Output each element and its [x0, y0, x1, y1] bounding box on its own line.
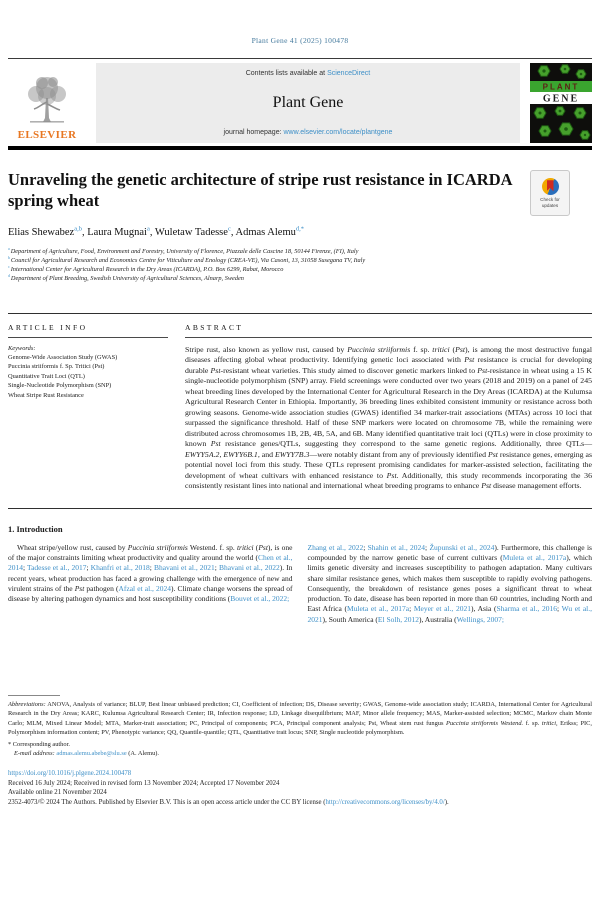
intro-column-right [308, 543, 593, 625]
text-segment: Stripe rust, also known as yellow rust, caused by [185, 344, 348, 354]
text-segment: EWYY6B.1 [223, 449, 258, 459]
text-segment: , Erikss; PIC, Polymorphism information content; PV, Phenotypic variance; QQ, Quantile-quantile; QTL, Quantitative trait locus; SNP, Single nucleotide polymorphism. [8, 719, 592, 736]
introduction-body [8, 543, 592, 625]
journal-header [8, 63, 592, 143]
text-segment: Council for Agricultural Research and Economics Centre for Viticulture and Enology (CREA-VE), Via Casoni, 13, 31058 Susegana TV, Italy [10, 257, 366, 265]
text-segment: ), which limits genetic diversity and increases susceptibility to pathogen adaptation. Many cultivars share similar resistance genes, which makes them susceptible to rapidly evolving pathogens. Consequently, the breakdown of resistance genes poses a significant threat to wheat production. To date, disease has been reported in more than 60 countries, including North and East Africa ( [307, 553, 592, 614]
text-segment: c [227, 225, 231, 233]
abbreviations-text [8, 700, 592, 737]
contents-line [100, 70, 516, 77]
text-segment: 2352-4073/© 2024 The Authors. Published by Elsevier B.V. This is an open access article under the CC BY license ( [8, 798, 326, 806]
text-segment: EWYY5A.2 [185, 449, 220, 459]
inline-link[interactable]: Bouvet et al., 2022; [230, 594, 290, 604]
text-segment: Pst [210, 365, 221, 375]
homepage-line [100, 129, 516, 136]
text-segment: Department of Plant Breeding, Swedish University of Agricultural Sciences, Alnarp, Sweden [10, 275, 244, 283]
text-segment: ), Australia ( [418, 614, 457, 624]
affiliations [8, 247, 592, 284]
inline-link[interactable]: Zhang et al., 2022 [307, 542, 364, 552]
inline-link[interactable]: El Solh, 2012 [377, 614, 419, 624]
inline-link[interactable]: Chen et al., 2014 [8, 553, 293, 573]
text-segment: Puccinia striiformis [347, 344, 411, 354]
inline-link[interactable]: http://creativecommons.org/licenses/by/4.0/ [325, 798, 445, 806]
text-segment: -resistance in wheat using a 15 K single-nucleotide polymorphism (SNP) array. Field screenings were conducted over two years (2018 and 2019) on a panel of 245 wheat breeding lines developed by the International Center for Agricultural Research in the Dry Areas (ICARDA) at the Kulumsa Agricultural Research Center in Ethiopia. Importantly, 36 breeding lines exhibited consistent immunity or resistance across both growing seasons. Genome-wide association studies (GWAS) identified 34 marker-trait associations (MTAs) across 10 loci that surpassed the significance threshold. Half of these SNP markers were located on chromosome 7B, while the remaining were distributed across chromosomes 1B, 2B, 4B, 5A, and 6B. Many identified quantitative trait loci (QTLs) were in close proximity to known [185, 365, 592, 449]
text-segment: ). In recent years, wheat production has faced a growing challenge with the emergence of new and virulent strains of the [8, 563, 293, 593]
keyword-item: Quantitative Trait Loci (QTL) [8, 372, 85, 380]
check-updates-icon [542, 178, 559, 195]
keywords-label: Keywords: [8, 344, 36, 352]
text-segment: pathogen ( [84, 583, 119, 593]
text-segment: EWYY7B.3 [274, 449, 310, 459]
text-segment: Pst [210, 439, 221, 449]
text-segment: ; [23, 563, 28, 573]
affiliation-item [8, 274, 592, 283]
check-updates-label: Check for updates [540, 196, 560, 208]
journal-title: Plant Gene [272, 94, 344, 111]
received-dates-line: Received 16 July 2024; Received in revised form 13 November 2024; Accepted 17 November 2024 [8, 779, 280, 787]
elsevier-logo[interactable] [8, 63, 86, 143]
text-segment: disease management efforts. [491, 481, 582, 491]
svg-text:GENE: GENE [542, 93, 580, 105]
text-segment: tritici [541, 719, 557, 727]
text-segment: ; [86, 563, 91, 573]
abstract-column [185, 323, 592, 492]
affiliation-item [8, 256, 592, 265]
text-segment: Westend. f. sp. [187, 542, 237, 552]
inline-link[interactable]: Bhavani et al., 2021 [153, 563, 215, 573]
text-segment: , Wuletaw Tadesse [149, 227, 228, 239]
article-info-heading: ARTICLE INFO [8, 323, 168, 338]
text-segment: International Center for Agricultural Research in the Dry Areas (ICARDA), P.O. Box 6299, Rabat, Morocco [10, 266, 284, 274]
keyword-item: Puccinia striiformis f. Sp. Tritici (Pst) [8, 363, 105, 371]
check-updates-badge[interactable] [530, 170, 570, 216]
text-segment: Pst [455, 344, 466, 354]
text-segment: Pst [481, 481, 492, 491]
header-divider-bar [8, 146, 592, 150]
affiliation-item [8, 247, 592, 256]
keyword-item: Wheat Stripe Rust Resistance [8, 391, 84, 399]
text-segment: ANOVA, Analysis of variance; BLUP, Best linear unbiased prediction; CI, Coefficient of infection; DS, Disease severity; GWAS, Genome-wide association study; ICARDA, International Center for Agricultural Research in the Dry Areas; KARC, Kulumsa Agricultural Research Center; IR, Infection response; LD, Linkage disequilibrium; MAF, Minor allele frequency; MAS, Marker-assisted selection; MCMC, Markov chain Monte Carlo; MLM, Mixed Linear Model; MTA, Marker-trait association; PC, Principal of components; PCA, Principal component analysis; Pst, Wheat stem rust fungus [8, 701, 592, 727]
available-online-line: Available online 21 November 2024 [8, 789, 107, 797]
inline-link[interactable]: Bhavani et al., 2022 [218, 563, 280, 573]
inline-link[interactable]: Muleta et al., 2017a [346, 604, 410, 614]
text-segment: ), South America ( [322, 614, 378, 624]
svg-text:PLANT: PLANT [542, 82, 580, 92]
text-segment: ; [214, 563, 219, 573]
text-segment: , [219, 449, 224, 459]
text-segment: , Laura Mugnai [81, 227, 147, 239]
text-segment: ; [409, 604, 414, 614]
text-segment: ), Asia ( [470, 604, 497, 614]
text-segment: Department of Agriculture, Food, Environment and Forestry, University of Florence, Piazzale delle Cascine 18, 50144 Firenze, (FI), Italy [10, 248, 359, 256]
keyword-item: Genome-Wide Association Study (GWAS) [8, 353, 118, 361]
text-segment: b [8, 256, 11, 261]
text-segment: Pst [464, 355, 475, 365]
text-segment: tritici [432, 344, 450, 354]
text-segment: Contents lists available at [245, 70, 328, 77]
text-segment: ; [149, 563, 154, 573]
text-segment: ). Furthermore, this challenge is compounded by the narrow genetic base of current cultivars ( [307, 542, 592, 563]
email-line [8, 750, 592, 757]
text-segment: ). Climate change worsens the spread of disease by altering pathogen dynamics and host susceptibility conditions ( [8, 583, 293, 604]
inline-link[interactable]: Wellings, 2007; [456, 614, 504, 624]
text-segment: Wheat stripe/yellow rust, caused by [17, 542, 128, 552]
text-segment: ( [449, 344, 456, 354]
text-segment: ; [363, 542, 368, 552]
text-segment: a,b [74, 225, 82, 233]
license-line [8, 799, 592, 806]
text-segment: ; [556, 604, 562, 614]
text-segment: resistance is crucial for developing durable [185, 355, 592, 375]
journal-reference: Plant Gene 41 (2025) 100478 [251, 36, 349, 45]
article-title: Unraveling the genetic architecture of stripe rust resistance in ICARDA spring wheat [8, 169, 512, 211]
affiliation-item [8, 265, 592, 274]
authors-line [8, 227, 592, 238]
journal-cover[interactable] [530, 63, 592, 143]
inline-link[interactable]: Sharma et al., 2016 [496, 604, 557, 614]
inline-link[interactable]: Tadesse et al., 2017 [27, 563, 87, 573]
text-segment: c [8, 265, 11, 270]
inline-link[interactable]: Afzal et al., 2024 [118, 583, 171, 593]
text-segment: f. sp. [523, 719, 542, 727]
header-top-rule [8, 58, 592, 59]
text-segment: Puccinia striiformis [127, 542, 188, 552]
text-segment: (A. Alemu). [126, 750, 159, 758]
info-abstract-section [8, 313, 592, 509]
text-segment: ; [425, 542, 430, 552]
text-segment: Pst [487, 449, 498, 459]
text-segment: Pst [74, 583, 85, 593]
text-segment: d [8, 274, 11, 279]
abstract-heading: ABSTRACT [185, 323, 592, 338]
text-segment: E-mail address: [14, 750, 57, 758]
inline-link[interactable]: Shahin et al., 2024 [367, 542, 426, 552]
elsevier-tree-icon [20, 74, 74, 131]
text-segment: a [8, 246, 11, 251]
text-segment: —were notably distant from any of previously identified [309, 449, 488, 459]
text-segment: , Admas Alemu [230, 227, 296, 239]
text-segment: resistance genes, emerging as potential novel loci from this study. These QTLs represent promising candidates for marker-assisted selection, facilitating the development of wheat cultivars with enhanced resistance to [185, 449, 593, 480]
text-segment: ), is among the most destructive fungal diseases affecting global wheat productivity. Identifying genetic loci associated with [185, 344, 592, 365]
text-segment: resistance genes/QTLs, suggesting they correspond to the same genetic regions. Additionally, three QTLs— [220, 439, 592, 449]
inline-link[interactable]: Wu et al., 2021 [307, 604, 592, 624]
corresponding-author-note: * Corresponding author. [8, 741, 70, 749]
introduction-heading: 1. Introduction [8, 523, 63, 534]
inline-link[interactable]: Muleta et al., 2017a [502, 553, 567, 563]
footnote-divider [8, 695, 60, 696]
text-segment: Elias Shewabez [8, 227, 75, 239]
abstract-text [185, 345, 592, 492]
inline-link[interactable]: Khanfri et al., 2018 [90, 563, 150, 573]
elsevier-wordmark: ELSEVIER [17, 129, 77, 141]
inline-link[interactable]: admas.alemu.abebe@slu.se [56, 750, 127, 758]
text-segment: Abbreviations: [8, 701, 46, 708]
intro-column-left [8, 543, 293, 625]
inline-link[interactable]: Župunski et al., 2024 [429, 542, 495, 552]
text-segment: -resistant wheat varieties. This study aimed to discover genetic markers linked to [220, 365, 478, 375]
text-segment: journal homepage: [223, 129, 284, 136]
keywords-list [8, 353, 168, 401]
article-info-column [8, 323, 168, 492]
text-segment: a [146, 225, 150, 233]
text-segment: d,* [295, 225, 304, 233]
text-segment: ). [444, 798, 449, 806]
text-segment: Pst [477, 365, 488, 375]
text-segment: Pst [258, 542, 268, 552]
text-segment: f. sp. [410, 344, 433, 354]
inline-link[interactable]: Meyer et al., 2021 [413, 604, 471, 614]
journal-banner [96, 63, 520, 143]
text-segment: , and [257, 449, 275, 459]
inline-link[interactable]: www.elsevier.com/locate/plantgene [283, 129, 393, 136]
text-segment: ), is one of the major constraints limiting wheat productivity and quality around the world ( [8, 542, 293, 563]
text-segment: tritici [236, 542, 254, 552]
footnote-footer-block [8, 695, 592, 806]
text-segment: Pst [386, 470, 397, 480]
text-segment: . Additionally, this study recommends incorporating the 36 consistently resistant lines into national and international wheat breeding programs to enhance [185, 470, 592, 491]
text-segment: Puccinia striiformis Westend. [446, 719, 524, 727]
inline-link[interactable]: ScienceDirect [327, 70, 371, 77]
doi-link[interactable]: https://doi.org/10.1016/j.plgene.2024.100478 [8, 770, 132, 778]
text-segment: ( [253, 542, 259, 552]
keyword-item: Single-Nucleotide Polymorphism (SNP) [8, 382, 112, 390]
